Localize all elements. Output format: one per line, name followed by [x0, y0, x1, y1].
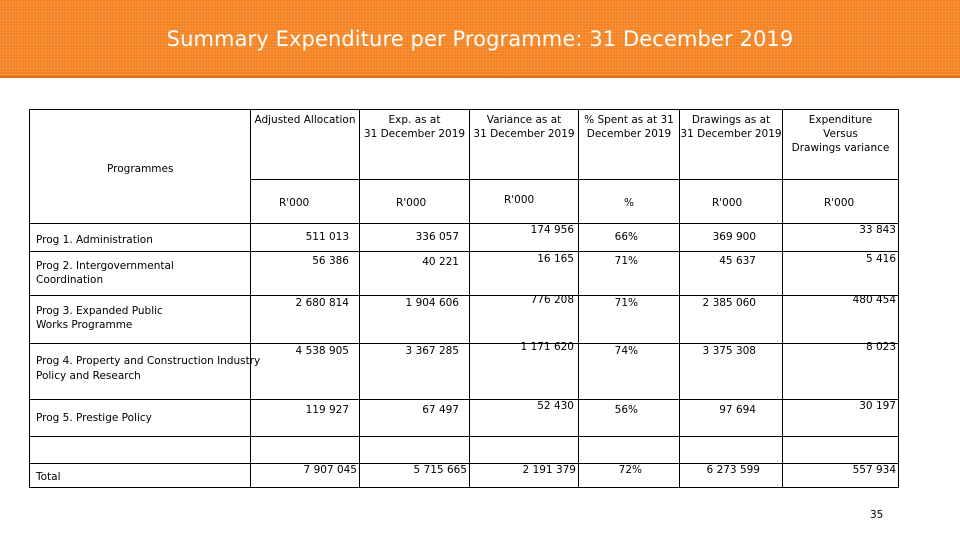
percent-cell: 66%: [579, 224, 680, 252]
table-row: [30, 252, 899, 296]
total-label-cell: Total: [30, 464, 251, 488]
expenditure-cell: 336 057: [360, 224, 470, 252]
allocation-cell: 4 538 905: [251, 344, 360, 400]
programme-cell: Prog 5. Prestige Policy: [30, 400, 251, 437]
header-expenditure: Exp. as at 31 December 2019: [360, 110, 470, 180]
programme-cell: Prog 1. Administration: [30, 224, 251, 252]
drawings-cell: 2 385 060: [680, 296, 783, 344]
total-drawings-cell: 6 273 599: [680, 464, 783, 488]
expenditure-cell: 40 221: [360, 252, 470, 296]
banner-divider: [0, 76, 960, 78]
drawings-cell: 369 900: [680, 224, 783, 252]
drawings-variance-cell: 33 843: [783, 224, 899, 252]
table-row: [30, 296, 899, 344]
unit-cell: R'000: [470, 180, 579, 224]
variance-cell: 1 171 620: [470, 344, 579, 400]
programmes-label: Programmes: [107, 163, 174, 175]
allocation-cell: 119 927: [251, 400, 360, 437]
drawings-variance-cell: 30 197: [783, 400, 899, 437]
header-drawings: Drawings as at 31 December 2019: [680, 110, 783, 180]
header-percent-spent: % Spent as at 31 December 2019: [579, 110, 680, 180]
expenditure-cell: 67 497: [360, 400, 470, 437]
total-percent-cell: 72%: [579, 464, 680, 488]
page-number: 35: [870, 509, 884, 521]
table-row: [30, 344, 899, 400]
programme-cell: Prog 4. Property and Construction Industry Policy and Research: [30, 344, 251, 400]
spacer-row: [30, 437, 899, 464]
header-expenditure-vs-drawings: Expenditure Versus Drawings variance: [783, 110, 899, 180]
unit-cell: R'000: [360, 180, 470, 224]
programmes-header-cell: [30, 110, 251, 224]
expenditure-table: [29, 109, 899, 488]
variance-cell: 16 165: [470, 252, 579, 296]
table-row: [30, 400, 899, 437]
table-row: [30, 224, 899, 252]
percent-cell: 74%: [579, 344, 680, 400]
drawings-cell: 97 694: [680, 400, 783, 437]
drawings-variance-cell: 480 454: [783, 296, 899, 344]
allocation-cell: 56 386: [251, 252, 360, 296]
variance-cell: 52 430: [470, 400, 579, 437]
unit-cell: %: [579, 180, 680, 224]
header-adjusted-allocation: Adjusted Allocation: [251, 110, 360, 180]
total-row: [30, 464, 899, 488]
allocation-cell: 511 013: [251, 224, 360, 252]
unit-cell: R'000: [783, 180, 899, 224]
total-expenditure-cell: 5 715 665: [360, 464, 470, 488]
programme-cell: Prog 3. Expanded Public Works Programme: [30, 296, 251, 344]
variance-cell: 776 208: [470, 296, 579, 344]
allocation-cell: 2 680 814: [251, 296, 360, 344]
header-row: [30, 110, 899, 180]
percent-cell: 71%: [579, 252, 680, 296]
percent-cell: 56%: [579, 400, 680, 437]
drawings-variance-cell: 5 416: [783, 252, 899, 296]
total-variance-cell: 2 191 379: [470, 464, 579, 488]
drawings-variance-cell: 8 023: [783, 344, 899, 400]
variance-cell: 174 956: [470, 224, 579, 252]
total-drawings-variance-cell: 557 934: [783, 464, 899, 488]
header-variance: Variance as at 31 December 2019: [470, 110, 579, 180]
drawings-cell: 45 637: [680, 252, 783, 296]
slide-title: Summary Expenditure per Programme: 31 December 2019: [166, 27, 794, 51]
unit-cell: R'000: [251, 180, 360, 224]
expenditure-cell: 3 367 285: [360, 344, 470, 400]
drawings-cell: 3 375 308: [680, 344, 783, 400]
programme-cell: Prog 2. Intergovernmental Coordination: [30, 252, 251, 296]
title-banner: [0, 0, 960, 78]
total-allocation-cell: 7 907 045: [251, 464, 360, 488]
unit-cell: R'000: [680, 180, 783, 224]
percent-cell: 71%: [579, 296, 680, 344]
expenditure-cell: 1 904 606: [360, 296, 470, 344]
